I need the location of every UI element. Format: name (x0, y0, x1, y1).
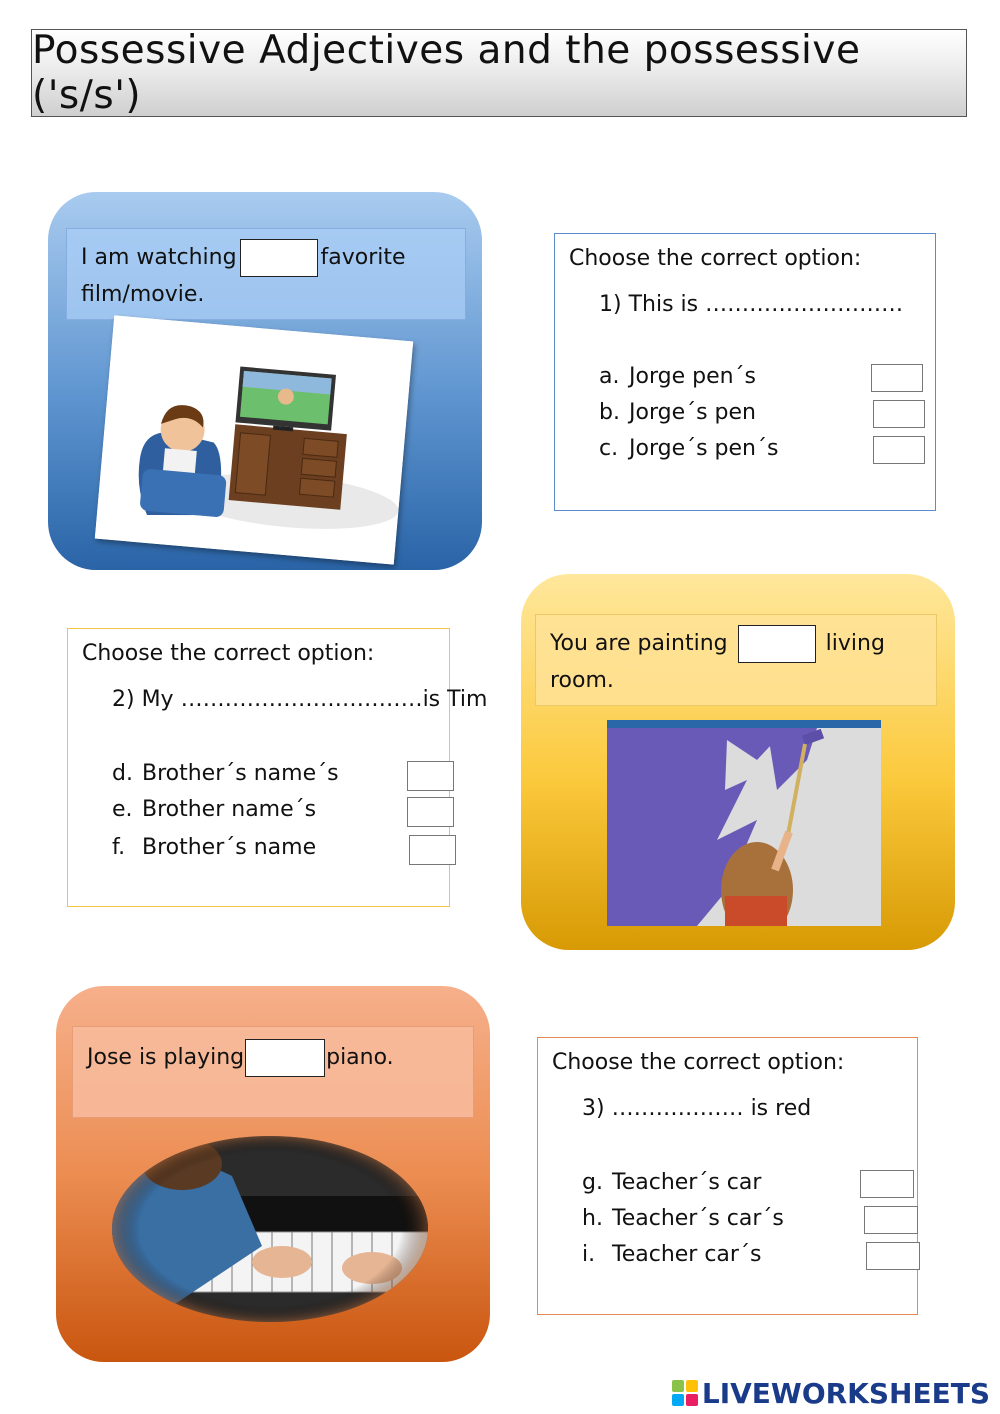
prompt-text-before: I am watching (81, 245, 237, 270)
question-panel-2 (67, 628, 488, 907)
card-piano (56, 986, 490, 1362)
option-answer-box[interactable] (864, 1206, 918, 1234)
option-letter: i. (582, 1242, 596, 1267)
option-text: Brother´s name´s (142, 761, 339, 786)
option-text: Brother´s name (142, 835, 317, 860)
option-letter: g. (582, 1170, 603, 1195)
card-watching-tv (48, 192, 482, 570)
boy-watching-tv-image (95, 315, 413, 564)
prompt-text-after: piano. (326, 1045, 394, 1070)
prompt-painting (535, 614, 937, 706)
option-row (599, 364, 919, 394)
option-row (582, 1242, 902, 1272)
option-row (599, 400, 919, 430)
option-letter: f. (112, 835, 126, 860)
prompt-text-line2: film/movie. (81, 282, 205, 307)
tv-illustration (95, 315, 413, 564)
prompt-text-after: favorite (320, 245, 406, 270)
prompt-watching (66, 228, 466, 320)
option-text: Teacher´s car´s (612, 1206, 784, 1231)
brand-name: LIVEWORKSHEETS (701, 1376, 990, 1410)
panel-question: 2) My ……………………………is Tim (112, 687, 488, 712)
option-answer-box[interactable] (409, 835, 456, 865)
option-text: Teacher´s car (612, 1170, 762, 1195)
liveworksheets-logo (672, 1378, 990, 1408)
panel-heading: Choose the correct option: (552, 1050, 845, 1075)
option-text: Brother name´s (142, 797, 317, 822)
card-painting (521, 574, 955, 950)
prompt-piano (72, 1026, 474, 1118)
option-text: Jorge´s pen´s (629, 436, 779, 461)
option-answer-box[interactable] (407, 797, 454, 827)
panel-question: 3) ……………… is red (582, 1096, 812, 1121)
worksheet-title: Possessive Adjectives and the possessive ('s/s') (31, 29, 967, 117)
woman-painting-image (607, 720, 881, 926)
panel-heading: Choose the correct option: (569, 246, 862, 271)
person-playing-piano-image (112, 1136, 428, 1322)
option-answer-box[interactable] (873, 436, 925, 464)
option-answer-box[interactable] (866, 1242, 920, 1270)
option-answer-box[interactable] (407, 761, 454, 791)
option-row (112, 835, 432, 865)
question-panel-1 (554, 233, 936, 511)
logo-grid-icon (672, 1380, 698, 1406)
prompt-text-before: You are painting (550, 631, 728, 656)
option-letter: d. (112, 761, 133, 786)
option-answer-box[interactable] (860, 1170, 914, 1198)
option-letter: h. (582, 1206, 603, 1231)
option-row (599, 436, 919, 466)
piano-photo (112, 1136, 428, 1322)
option-answer-box[interactable] (873, 400, 925, 428)
option-letter: b. (599, 400, 620, 425)
panel-heading: Choose the correct option: (82, 641, 375, 666)
option-letter: c. (599, 436, 619, 461)
answer-blank-2[interactable] (738, 625, 816, 663)
option-letter: e. (112, 797, 133, 822)
option-row (582, 1170, 902, 1200)
prompt-text-after: living (825, 631, 885, 656)
option-letter: a. (599, 364, 620, 389)
prompt-text-line2: room. (550, 668, 614, 693)
option-text: Jorge pen´s (629, 364, 757, 389)
option-row (582, 1206, 902, 1236)
option-answer-box[interactable] (871, 364, 923, 392)
option-text: Teacher car´s (612, 1242, 762, 1267)
painting-photo (607, 720, 881, 926)
panel-question: 1) This is ……………………… (599, 292, 904, 317)
prompt-text-before: Jose is playing (87, 1045, 245, 1070)
answer-blank-1[interactable] (240, 239, 318, 277)
question-panel-3 (537, 1037, 918, 1315)
option-row (112, 797, 432, 827)
answer-blank-3[interactable] (245, 1039, 325, 1077)
option-text: Jorge´s pen (629, 400, 757, 425)
option-row (112, 761, 432, 791)
